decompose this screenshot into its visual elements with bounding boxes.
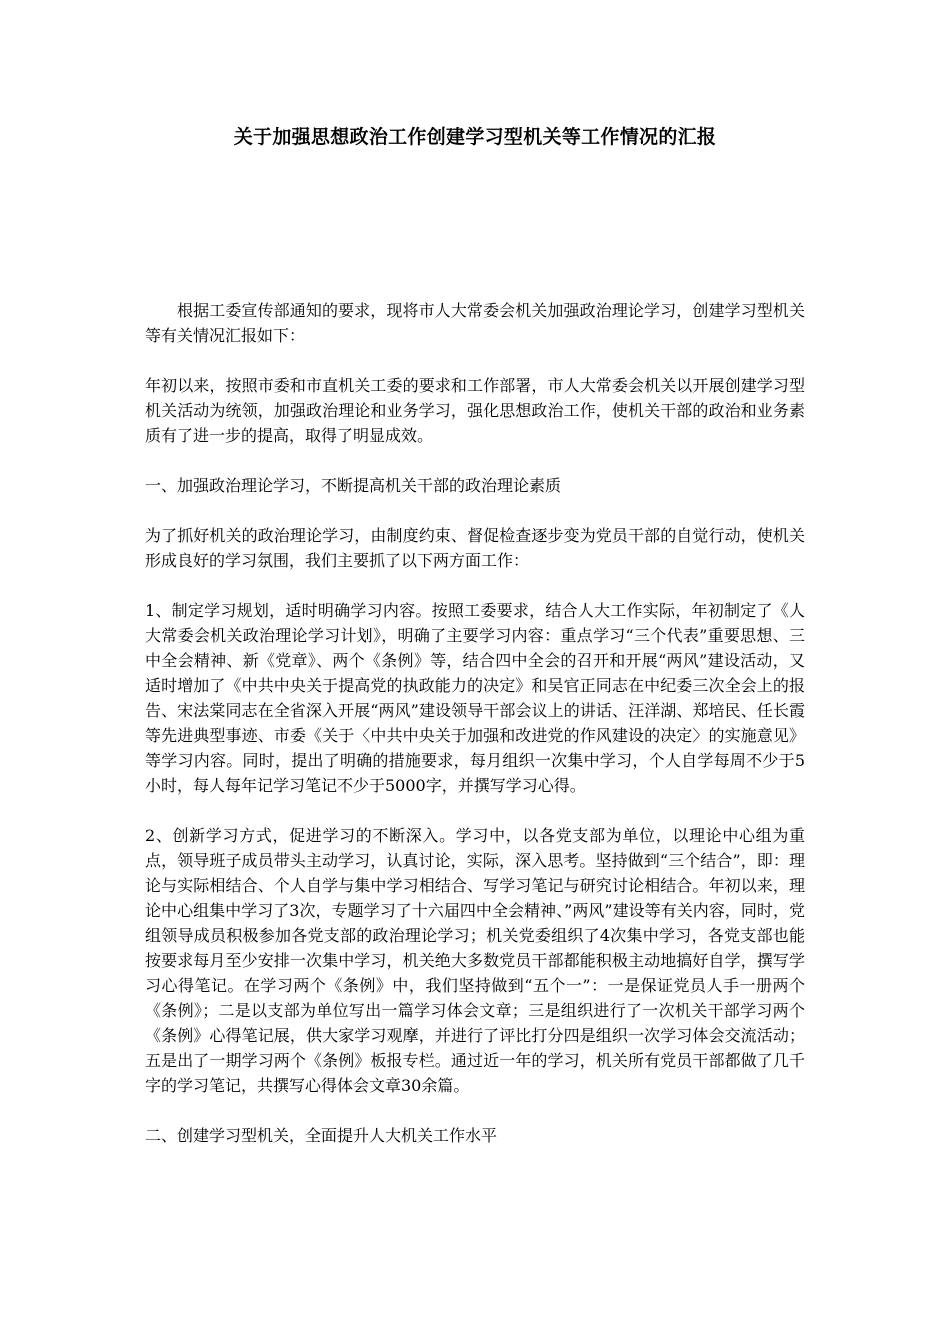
paragraph-overview: 年初以来，按照市委和市直机关工委的要求和工作部署，市人大常委会机关以开展创建学习型机关活动为统领，加强政治理论和业务学习，强化思想政治工作，使机关干部的政治和业务素质有了进一步的提高，取得了明显成效。 xyxy=(145,376,805,445)
document-body xyxy=(145,298,805,1173)
section-heading-1: 一、加强政治理论学习，不断提高机关干部的政治理论素质 xyxy=(145,476,562,495)
paragraph-item-2: 2、创新学习方式，促进学习的不断深入。学习中，以各党支部为单位，以理论中心组为重点，领导班子成员带头主动学习，认真讨论，实际，深入思考。坚持做到“三个结合”，即：理论与实际相结合、个人自学与集中学习相结合、写学习笔记与研究讨论相结合。年初以来，理论中心组集中学习了3次，专题学习了十六届四中全会精神、”两风”建设等有关内容，同时，党组领导成员积极参加各党支部的政治理论学习；机关党委组织了4次集中学习，各党支部也能按要求每月至少安排一次集中学习，机关绝大多数党员干部都能积极主动地搞好自学，撰写学习心得笔记。在学习两个《条例》中，我们坚持做到“五个一”：一是保证党员人手一册两个《条例》；二是以支部为单位写出一篇学习体会文章；三是组织进行了一次机关干部学习两个《条例》心得笔记展，供大家学习观摩，并进行了评比打分四是组织一次学习体会交流活动；五是出了一期学习两个《条例》板报专栏。通过近一年的学习，机关所有党员干部都做了几千字的学习笔记，共撰写心得体会文章30余篇。 xyxy=(145,826,805,1095)
section-heading-2: 二、创建学习型机关，全面提升人大机关工作水平 xyxy=(145,1126,498,1145)
paragraph-section-1-intro: 为了抓好机关的政治理论学习，由制度约束、督促检查逐步变为党员干部的自觉行动，使机关形成良好的学习氛围，我们主要抓了以下两方面工作： xyxy=(145,526,805,570)
paragraph-intro: 根据工委宣传部通知的要求，现将市人大常委会机关加强政治理论学习，创建学习型机关等有关情况汇报如下： xyxy=(145,301,805,345)
paragraph-item-1: 1、制定学习规划，适时明确学习内容。按照工委要求，结合人大工作实际，年初制定了《人大常委会机关政治理论学习计划》，明确了主要学习内容：重点学习“三个代表”重要思想、三中全会精神、新《党章》、两个《条例》等，结合四中全会的召开和开展“两风”建设活动，又适时增加了《中共中央关于提高党的执政能力的决定》和吴官正同志在中纪委三次全会上的报告、宋法棠同志在全省深入开展“两风”建设领导干部会议上的讲话、汪洋湖、郑培民、任长霞等先进典型事迹、市委《关于〈中共中央关于加强和改进党的作风建设的决定〉的实施意见》等学习内容。同时，提出了明确的措施要求，每月组织一次集中学习，个人自学每周不少于5小时，每人每年记学习笔记不少于5000字，并撰写学习心得。 xyxy=(145,601,805,795)
document-title: 关于加强思想政治工作创建学习型机关等工作情况的汇报 xyxy=(233,126,717,148)
